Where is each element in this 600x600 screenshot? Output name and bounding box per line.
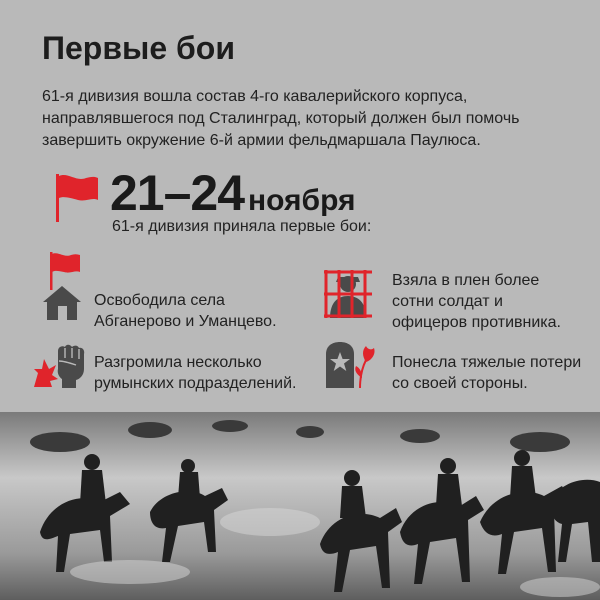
- page-title: Первые бои: [42, 30, 236, 66]
- red-flag-icon: [50, 170, 102, 229]
- date-subtitle: 61-я дивизия приняла первые бои:: [112, 218, 372, 235]
- intro-text: 61-я дивизия вошла состав 4-го кавалерийского корпуса, направлявшегося под Сталинград, который должен был помочь завершить окружение 6-й армии фельдмаршала Паулюса.: [42, 88, 520, 149]
- grave-flower-icon: [322, 340, 378, 395]
- cavalry-photo: [0, 412, 600, 600]
- date-range: 21–24: [110, 165, 245, 221]
- house-flag-icon: [40, 250, 86, 327]
- date-month: ноября: [248, 184, 356, 217]
- fact-heavy-losses: Понесла тяжелые потери со своей стороны.: [392, 354, 582, 392]
- prisoner-icon: [322, 268, 374, 325]
- fact-captured-prisoners: Взяла в плен более сотни солдат и офицеров противника.: [392, 272, 561, 331]
- fist-explosion-icon: [32, 343, 88, 394]
- fact-defeated-units: Разгромила несколько румынских подразделений.: [94, 354, 297, 392]
- fact-liberated-villages: Освободила села Абганерово и Уманцево.: [94, 292, 277, 330]
